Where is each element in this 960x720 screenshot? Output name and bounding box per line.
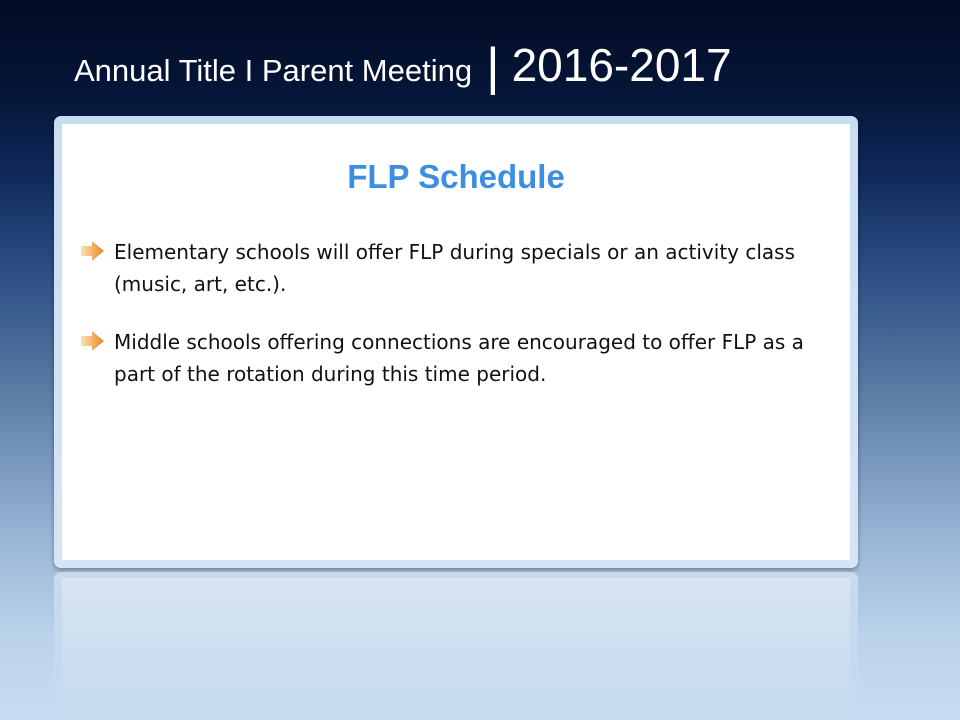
content-panel bbox=[62, 124, 850, 560]
bullet-item bbox=[80, 326, 846, 390]
orange-arrow-icon bbox=[80, 330, 106, 352]
panel-title: FLP Schedule bbox=[347, 158, 565, 195]
content-panel-frame bbox=[54, 116, 858, 568]
bullet-text: Elementary schools will offer FLP during specials or an activity class (music, art, etc.). bbox=[114, 240, 795, 296]
bullet-item bbox=[80, 236, 846, 300]
panel-reflection bbox=[54, 572, 858, 720]
bullet-list bbox=[80, 236, 846, 416]
panel-reflection-inner bbox=[62, 578, 850, 720]
meeting-title: Annual Title I Parent Meeting bbox=[74, 53, 473, 88]
orange-arrow-icon bbox=[80, 240, 106, 262]
slide-header bbox=[74, 34, 732, 94]
title-separator: | bbox=[486, 38, 500, 96]
bullet-text: Middle schools offering connections are encouraged to offer FLP as a part of the rotation during this time period. bbox=[114, 330, 804, 386]
school-year: 2016-2017 bbox=[511, 39, 732, 91]
